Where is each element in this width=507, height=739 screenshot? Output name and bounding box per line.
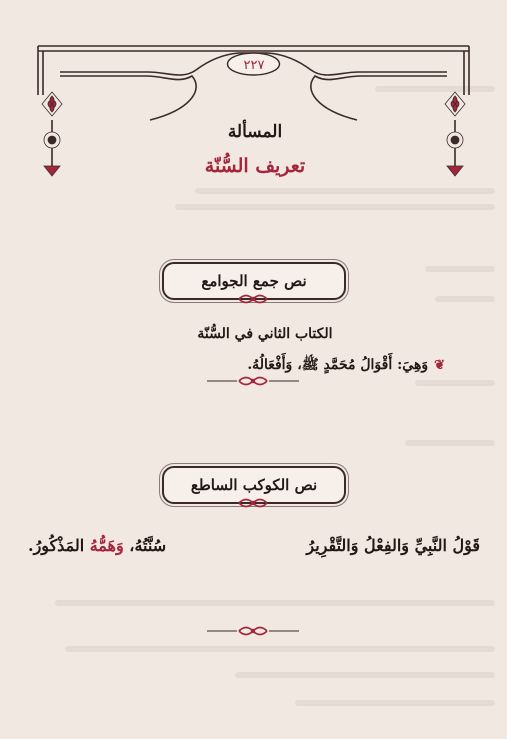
verse-part: سُنَّتُهُ، xyxy=(123,536,167,555)
divider-ornament xyxy=(203,291,303,307)
verse-first-hemistich: قَوْلُ النَّبِيِّ وَالفِعْلُ وَالتَّقْرِيرُ xyxy=(306,536,480,555)
topic-title: تعريف السُّنّة xyxy=(204,155,306,177)
section-label-jam-al-jawami: نص جمع الجوامع xyxy=(162,262,346,300)
section-label-al-kawkab-al-sati: نص الكوكب الساطع xyxy=(162,466,346,504)
verse-part: المَذْكُورُ. xyxy=(28,536,90,555)
leaf-icon: ❦ xyxy=(434,358,445,373)
verse-second-hemistich xyxy=(28,536,166,555)
page-number: ٢٢٧ xyxy=(243,58,265,73)
poem-verse xyxy=(28,536,480,562)
divider-ornament xyxy=(203,373,303,389)
divider-ornament xyxy=(203,495,303,511)
masala-title: المسألة xyxy=(227,122,283,142)
book-heading: الكتاب الثاني في السُّنّة xyxy=(197,326,333,342)
divider-ornament xyxy=(203,623,303,639)
definition-text-content: وَهِيَ: أَقْوَالُ مُحَمَّدٍ ﷺ، وَأَفْعَالُهُ. xyxy=(247,357,429,373)
verse-highlight: وَهَمُّهُ xyxy=(89,536,124,555)
